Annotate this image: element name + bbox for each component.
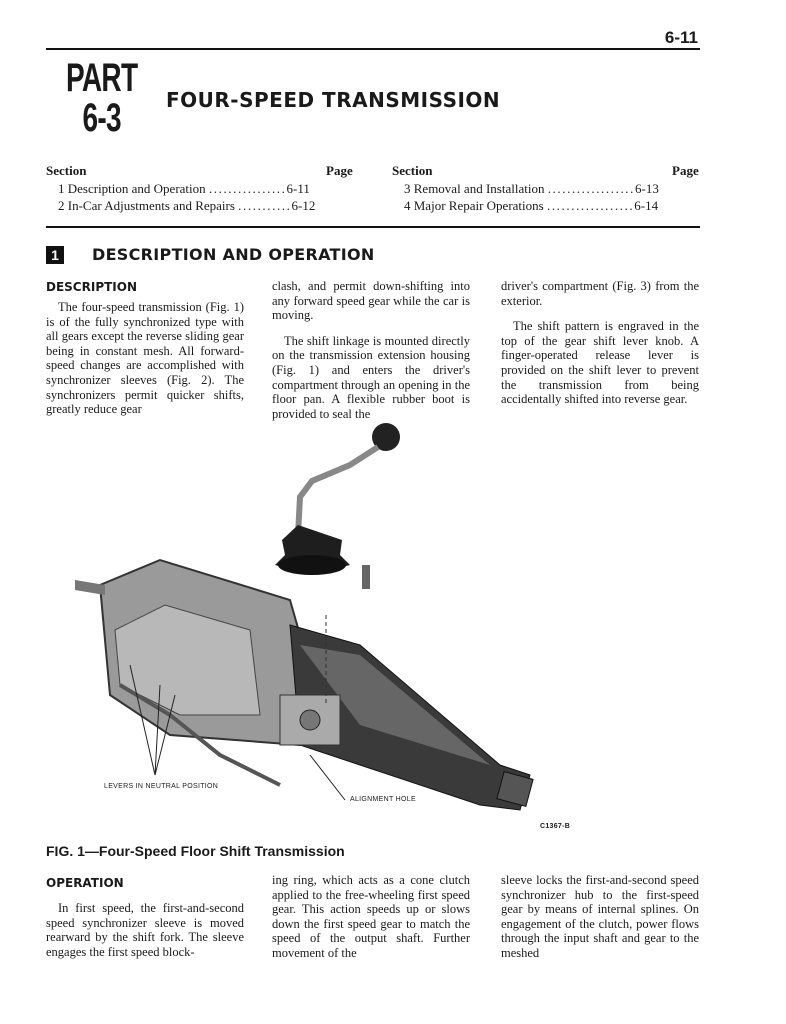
section-number-badge: 1 — [46, 246, 64, 264]
toc-section-header: Section — [46, 163, 87, 178]
input-shaft — [75, 580, 105, 595]
description-column-1 — [46, 300, 244, 425]
toc-entry-page: 6-14 — [634, 198, 659, 213]
paragraph: The four-speed transmission (Fig. 1) is of the fully synchronized type with all gears except the reverse sliding gear being in constant mesh. All forward-speed changes are accomplished with synchronizer sleeves (Fig. 2). The synchronizers permit quicker shifts, greatly reduce gear — [46, 300, 244, 417]
description-heading: DESCRIPTION — [46, 280, 138, 294]
part-number: 6-3 — [82, 96, 121, 140]
label-levers-neutral: LEVERS IN NEUTRAL POSITION — [104, 783, 219, 790]
description-column-3 — [501, 279, 699, 415]
toc-entry[interactable]: 4 Major Repair Operations ..................6-14 — [404, 198, 659, 213]
toc-entry-page: 6-11 — [286, 181, 310, 196]
paragraph: In first speed, the first-and-second speed synchronizer sleeve is moved rearward by the shift fork. The sleeve engages the first speed block- — [46, 901, 244, 959]
operation-column-3 — [501, 873, 699, 969]
toc-section-header: Section — [392, 163, 433, 178]
toc-entry-page: 6-13 — [635, 181, 659, 196]
label-alignment-hole: ALIGNMENT HOLE — [350, 796, 416, 803]
figure-code: C1367-B — [540, 823, 571, 830]
toc-entry[interactable]: 3 Removal and Installation ..................6-13 — [404, 181, 659, 196]
shift-lever — [298, 447, 378, 535]
toc-page-header: Page — [672, 163, 699, 178]
operation-column-1 — [46, 901, 244, 967]
header-rule — [46, 48, 700, 50]
toc-entry-text: 3 Removal and Installation — [404, 181, 545, 196]
operation-heading: OPERATION — [46, 876, 124, 890]
operation-column-2 — [272, 873, 470, 969]
toc-entry-text: 4 Major Repair Operations — [404, 198, 544, 213]
alignment-pin — [362, 565, 370, 589]
paragraph: driver's compartment (Fig. 3) from the exterior. — [501, 279, 699, 308]
description-column-2 — [272, 279, 470, 429]
toc-entry[interactable]: 2 In-Car Adjustments and Repairs ...........6-12 — [58, 198, 316, 213]
paragraph: The shift pattern is engraved in the top of the gear shift lever knob. A finger-operated release lever is provided on the shift lever to prevent the transmission from being accidentally shifted into reverse gear. — [501, 319, 699, 407]
toc-rule — [46, 226, 700, 228]
transmission-illustration — [60, 415, 560, 835]
page-number: 6-11 — [664, 28, 698, 47]
paragraph: ing ring, which acts as a cone clutch applied to the free-wheeling first speed gear. This action speeds up or slows down the first speed gear to match the speed of the output shaft. Further movement of the — [272, 873, 470, 960]
paragraph: The shift linkage is mounted directly on the transmission extension housing (Fig. 1) and enters the driver's compartment through an opening in the floor pan. A flexible rubber boot is provided to seal the — [272, 333, 470, 421]
toc-entry-page: 6-12 — [291, 198, 316, 213]
toc-entry-text: 1 Description and Operation — [58, 181, 206, 196]
paragraph: clash, and permit down-shifting into any forward speed gear while the car is moving. — [272, 279, 470, 323]
toc-page-header: Page — [326, 163, 353, 178]
part-word: PART — [66, 56, 138, 100]
toc-entry[interactable]: 1 Description and Operation ................6-11 — [58, 181, 310, 196]
part-label — [66, 58, 137, 138]
page-title: FOUR-SPEED TRANSMISSION — [166, 88, 501, 112]
section-title: DESCRIPTION AND OPERATION — [92, 245, 375, 264]
figure-caption: FIG. 1—Four-Speed Floor Shift Transmission — [46, 843, 345, 859]
paragraph: sleeve locks the first-and-second speed synchronizer hub to the first-speed gear by means of internal splines. On engagement of the clutch, power flows through the input shaft and gear to the meshed — [501, 873, 699, 960]
toc-entry-text: 2 In-Car Adjustments and Repairs — [58, 198, 235, 213]
